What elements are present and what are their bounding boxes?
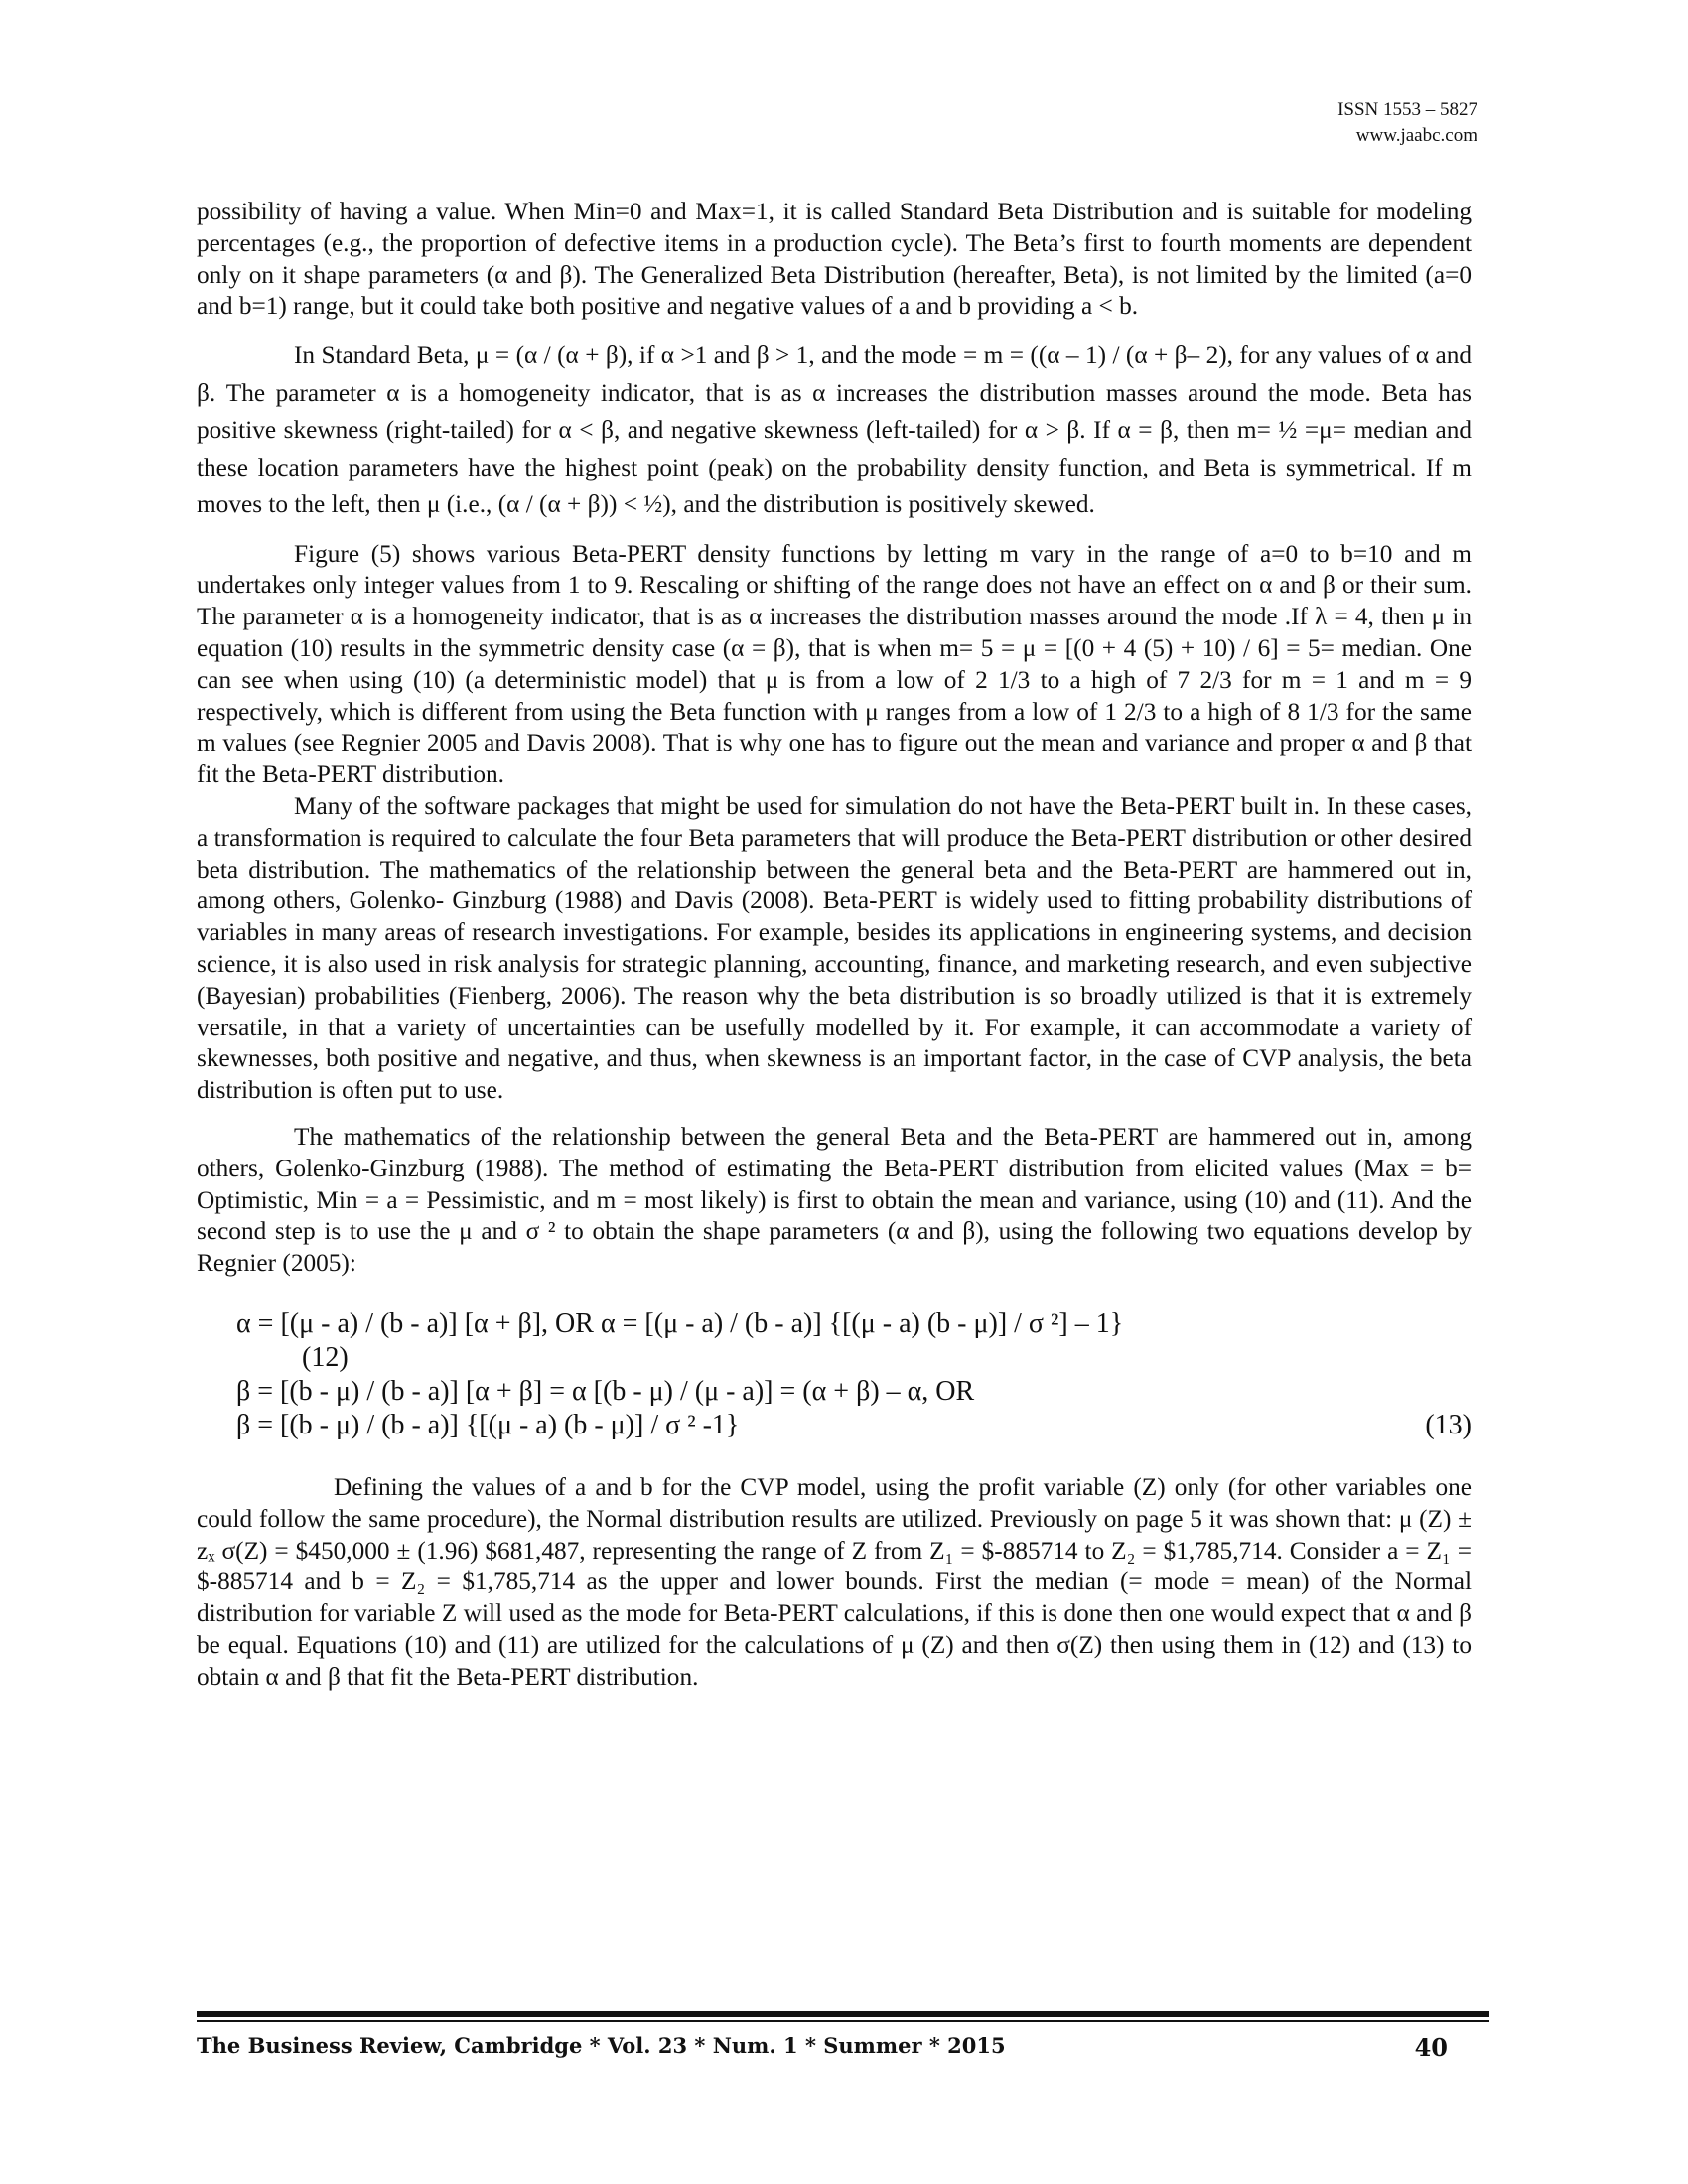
equation-block (236, 1307, 1472, 1442)
paragraph-3: Figure (5) shows various Beta-PERT density functions by letting m vary in the range of a=0 to b=10 and m undertakes only integer values from 1 to 9. Rescaling or shifting of the range does not have an effect on α and β or their sum. The parameter α is a homogeneity indicator, that is as α increases the distribution masses around the mode .If λ = 4, then μ in equation (10) results in the symmetric density case (α = β), that is when m= 5 = μ = [(0 + 4 (5) + 10) / 6] = 5= median. One can see when using (10) (a deterministic model) that μ is from a low of 2 1/3 to a high of 7 2/3 for m = 1 and m = 9 respectively, which is different from using the Beta function with μ ranges from a low of 1 2/3 to a high of 8 1/3 for the same m values (see Regnier 2005 and Davis 2008). That is why one has to figure out the mean and variance and proper α and β that fit the Beta-PERT distribution. (197, 539, 1472, 789)
paragraph-2: In Standard Beta, μ = (α / (α + β), if α >1 and β > 1, and the mode = m = ((α – 1) / (α + β– 2), for any values of α and β. The parameter α is a homogeneity indicator, that is as α increases the distribution masses around the mode. Beta has positive skewness (right-tailed) for α < β, and negative skewness (left-tailed) for α > β. If α = β, then m= ½ =μ= median and these location parameters have the highest point (peak) on the probability density function, and Beta is symmetrical. If m moves to the left, then μ (i.e., (α / (α + β)) < ½), and the distribution is positively skewed. (197, 341, 1472, 519)
footer-rule-thick (197, 2011, 1489, 2017)
paragraph-6: Defining the values of a and b for the CVP model, using the profit variable (Z) only (for other variables one could follow the same procedure), the Normal distribution results are utilized. Previously on page 5 it was shown that: μ (Z) ± zₓ σ(Z) = $450,000 ± (1.96) $681,487, representing the range of Z from Z₁ = $-885714 to Z₂ = $1,785,714. Consider a = Z₁ = $-885714 and b = Z₂ = $1,785,714 as the upper and lower bounds. First the median (= mode = mean) of the Normal distribution for variable Z will used as the mode for Beta-PERT calculations, if this is done then one would expect that α and β be equal. Equations (10) and (11) are utilized for the calculations of μ (Z) and then σ(Z) then using them in (12) and (13) to obtain α and β that fit the Beta-PERT distribution. (197, 1473, 1472, 1691)
footer-rule-thin (197, 2020, 1489, 2022)
issn-text: ISSN 1553 – 5827 (1337, 99, 1477, 120)
equation-12 (236, 1307, 1472, 1341)
equation-12-number: (12) (302, 1342, 349, 1374)
paragraph-4: Many of the software packages that might be used for simulation do not have the Beta-PERT built in. In these cases, a transformation is required to calculate the four Beta parameters that will produce the Beta-PERT distribution or other desired beta distribution. The mathematics of the relationship between the general beta and the Beta-PERT are hammered out in, among others, Golenko- Ginzburg (1988) and Davis (2008). Beta-PERT is widely used to fitting probability distributions of variables in many areas of research investigations. For example, besides its applications in engineering systems, and decision science, it is also used in risk analysis for strategic planning, accounting, finance, and marketing research, and even subjective (Bayesian) probabilities (Fienberg, 2006). The reason why the beta distribution is so broadly utilized is that it is extremely versatile, in that a variety of uncertainties can be usefully modelled by it. For example, it can accommodate a variety of skewnesses, both positive and negative, and thus, when skewness is an important factor, in the case of CVP analysis, the beta distribution is often put to use. (197, 792, 1472, 1105)
paragraph-5: The mathematics of the relationship between the general Beta and the Beta-PERT are hammered out in, among others, Golenko-Ginzburg (1988). The method of estimating the Beta-PERT distribution from elicited values (Max = b= Optimistic, Min = a = Pessimistic, and m = most likely) is first to obtain the mean and variance, using (10) and (11). And the second step is to use the μ and σ ² to obtain the shape parameters (α and β), using the following two equations develop by Regnier (2005): (197, 1123, 1472, 1278)
page-footer (197, 2033, 1448, 2062)
journal-citation: The Business Review, Cambridge * Vol. 23 * Num. 1 * Summer * 2015 (197, 2033, 1006, 2058)
equation-12-text: α = [(μ - a) / (b - a)] [α + β], OR α = [(μ - a) / (b - a)] {[(μ - a) (b - μ)] / σ ²] – 1} (236, 1308, 1124, 1340)
article-body (197, 197, 1472, 1694)
paragraph-1: possibility of having a value. When Min=0 and Max=1, it is called Standard Beta Distribution and is suitable for modeling percentages (e.g., the proportion of defective items in a production cycle). The Beta’s first to fourth moments are dependent only on it shape parameters (α and β). The Generalized Beta Distribution (hereafter, Beta), is not limited by the limited (a=0 and b=1) range, but it could take both positive and negative values of a and b providing a < b. (197, 198, 1472, 321)
journal-url: www.jaabc.com (1355, 125, 1477, 146)
page-number: 40 (1414, 2033, 1448, 2062)
equation-13-text-1: β = [(b - μ) / (b - a)] [α + β] = α [(b - μ) / (μ - a)] = (α + β) – α, OR (236, 1376, 975, 1408)
equation-13-text-2: β = [(b - μ) / (b - a)] {[(μ - a) (b - μ)] / σ ² -1} (236, 1410, 740, 1441)
equation-13-line-2 (236, 1409, 1472, 1442)
equation-13-number: (13) (1425, 1410, 1472, 1441)
equation-13-line-1 (236, 1375, 1472, 1409)
page-header (1337, 97, 1477, 149)
